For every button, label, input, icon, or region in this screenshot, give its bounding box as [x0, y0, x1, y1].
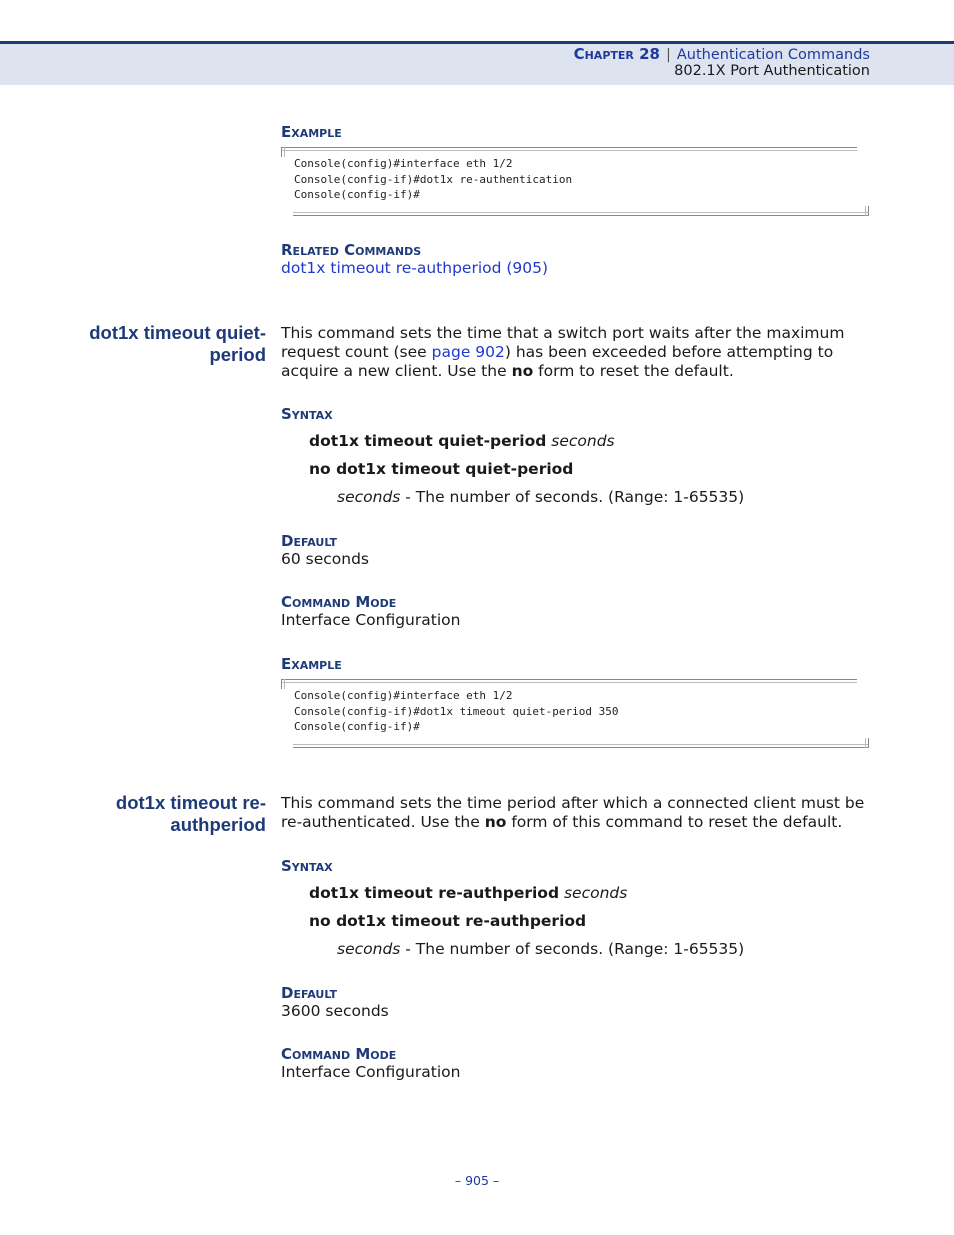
code-box-top-border	[281, 679, 857, 683]
example-label: Example	[281, 123, 342, 141]
default-label: Default	[281, 532, 338, 550]
command-description	[281, 324, 871, 381]
desc-text: This command sets the time that a switch port waits after the maximum request count (see	[281, 324, 845, 361]
command-mode-value: Interface Configuration	[281, 611, 461, 629]
syntax-command: dot1x timeout quiet-period	[309, 432, 547, 450]
command-heading-re-authperiod	[66, 792, 266, 836]
syntax-command: dot1x timeout re-authperiod	[309, 884, 560, 902]
heading-line: authperiod	[170, 814, 266, 835]
heading-line: dot1x timeout quiet-	[89, 322, 266, 343]
desc-text: ) has been exceeded before attempting to acquire a new client. Use the	[281, 343, 834, 380]
default-value: 60 seconds	[281, 550, 370, 568]
parameter-description	[337, 488, 744, 506]
command-mode-value: Interface Configuration	[281, 1063, 461, 1081]
default-label: Default	[281, 984, 338, 1002]
syntax-argument: seconds	[563, 884, 628, 902]
parameter-text: - The number of seconds. (Range: 1-65535)	[400, 488, 745, 506]
syntax-line	[309, 432, 615, 450]
default-value: 3600 seconds	[281, 1002, 389, 1020]
page-link[interactable]: page 902	[431, 343, 505, 361]
parameter-description	[337, 940, 744, 958]
code-example: Console(config)#interface eth 1/2 Console(config-if)#dot1x re-authentication Console(config-if)#	[294, 157, 573, 201]
chapter-title: Authentication Commands	[676, 47, 870, 63]
code-box-left-border	[281, 147, 285, 157]
code-example-box	[281, 679, 869, 748]
syntax-line	[309, 884, 627, 902]
page-number: – 905 –	[454, 1173, 500, 1188]
desc-text: This command sets the time period after which a connected client must be re-authenticated. Use the	[281, 794, 865, 831]
chapter-number: Chapter 28	[573, 45, 660, 63]
code-box-top-border	[281, 147, 857, 151]
syntax-line-no	[309, 912, 586, 930]
heading-line: period	[209, 344, 266, 365]
related-command-link[interactable]: dot1x timeout re-authperiod (905)	[281, 259, 549, 277]
syntax-line-no	[309, 460, 573, 478]
parameter-name: seconds	[337, 940, 401, 958]
desc-keyword: no	[484, 813, 507, 831]
command-heading-quiet-period	[66, 322, 266, 366]
code-box-bottom-border	[293, 744, 869, 748]
code-box-left-border	[281, 679, 285, 689]
header-separator: |	[665, 47, 671, 63]
code-box-bottom-border	[293, 212, 869, 216]
running-header-subsection: 802.1X Port Authentication	[674, 63, 870, 79]
example-label: Example	[281, 655, 342, 673]
code-example: Console(config)#interface eth 1/2 Console(config-if)#dot1x timeout quiet-period 350 Console(config-if)#	[294, 689, 619, 733]
desc-text: form to reset the default.	[533, 362, 734, 380]
heading-line: dot1x timeout re-	[115, 792, 266, 813]
command-mode-label: Command Mode	[281, 1045, 397, 1063]
code-box-right-border	[865, 738, 869, 748]
syntax-command: no dot1x timeout quiet-period	[309, 460, 574, 478]
parameter-text: - The number of seconds. (Range: 1-65535)	[400, 940, 745, 958]
command-description	[281, 794, 871, 832]
command-mode-label: Command Mode	[281, 593, 397, 611]
desc-text: form of this command to reset the default.	[506, 813, 843, 831]
running-header-chapter	[574, 45, 870, 63]
syntax-label: Syntax	[281, 857, 333, 875]
syntax-command: no dot1x timeout re-authperiod	[309, 912, 587, 930]
code-example-box	[281, 147, 869, 216]
desc-keyword: no	[511, 362, 534, 380]
related-commands-label: Related Commands	[281, 241, 422, 259]
syntax-label: Syntax	[281, 405, 333, 423]
code-box-right-border	[865, 206, 869, 216]
syntax-argument: seconds	[551, 432, 615, 450]
parameter-name: seconds	[337, 488, 401, 506]
